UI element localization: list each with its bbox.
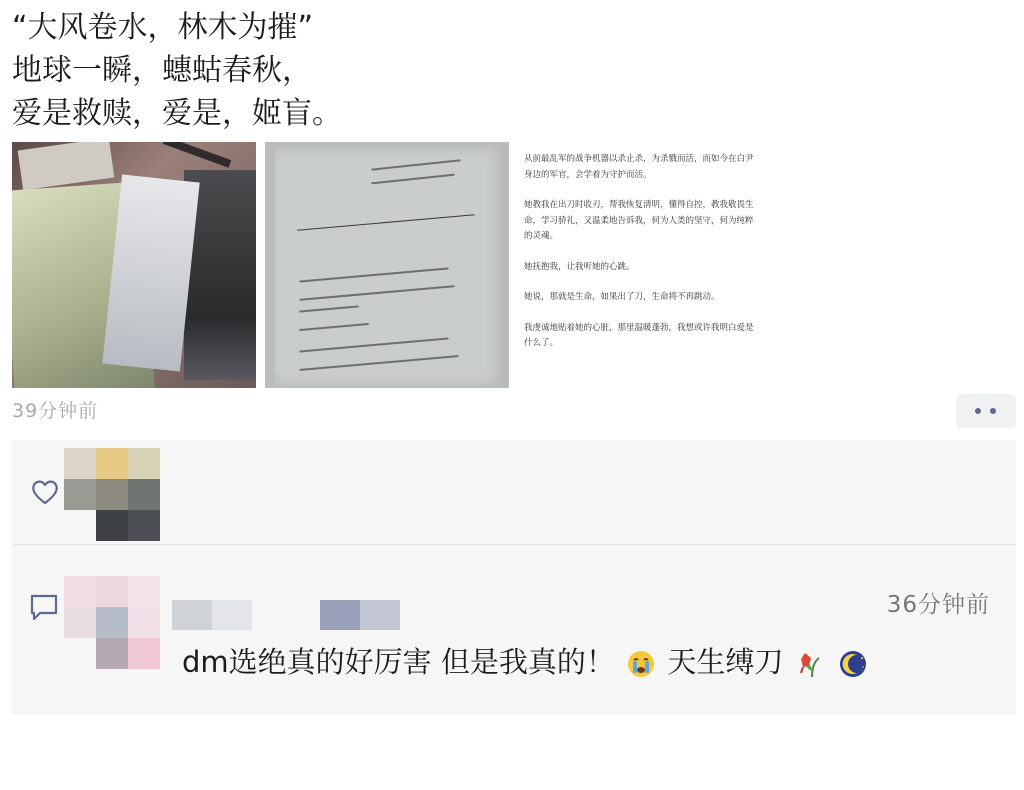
excerpt-paragraph: 我虔诚地贴着她的心脏，那里温暖蓬勃，我想或许我明白爱是什么了。: [524, 322, 754, 348]
post-line: “大风卷水，林木为摧”: [12, 10, 314, 45]
photo-open-book-page[interactable]: [265, 142, 509, 388]
comment-body: dm选绝真的好厉害 但是我真的！: [182, 645, 615, 679]
post-timestamp: 39分钟前: [12, 400, 99, 422]
comment-bubble-icon: [28, 592, 60, 622]
excerpt-paragraph: 她抚抱我，让我听她的心跳。: [524, 261, 635, 272]
excerpt-paragraph: 她说，那就是生命，如果出了刀，生命将不再跳动。: [524, 292, 720, 302]
excerpt-paragraph: 从前最乱军的战争机器以杀止杀，为杀戮而活，而如今在白尹身边的军官，会学着为守护而活。: [524, 154, 754, 180]
comment-tail: 天生缚刀: [667, 645, 784, 679]
heart-icon: [30, 478, 60, 506]
interaction-panel: [12, 440, 1016, 714]
crying-face-icon: [626, 649, 656, 679]
photo-books[interactable]: [12, 142, 256, 388]
comment-row: [12, 546, 1016, 714]
crescent-moon-face-icon: [838, 649, 868, 679]
more-dots-icon[interactable]: [956, 394, 1016, 428]
likes-row: [12, 440, 1016, 545]
excerpt-paragraph: 她教我在出刀时收刃，帮我恢复清明，懂得自控，教我敬畏生命，学习骄礼，又温柔地告诉我，何为人类的坚守，何为纯粹的灵魂。: [524, 200, 754, 241]
wilted-flower-icon: [795, 649, 825, 679]
photo-text-excerpt[interactable]: [518, 142, 762, 388]
post-line: 地球一瞬，蟪蛄春秋，: [12, 53, 312, 88]
post-line: 爱是救赎，爱是，姬盲。: [12, 96, 342, 131]
comment-timestamp: 36分钟前: [886, 592, 990, 618]
post-content: [12, 6, 1002, 135]
comment-text: [182, 640, 870, 681]
